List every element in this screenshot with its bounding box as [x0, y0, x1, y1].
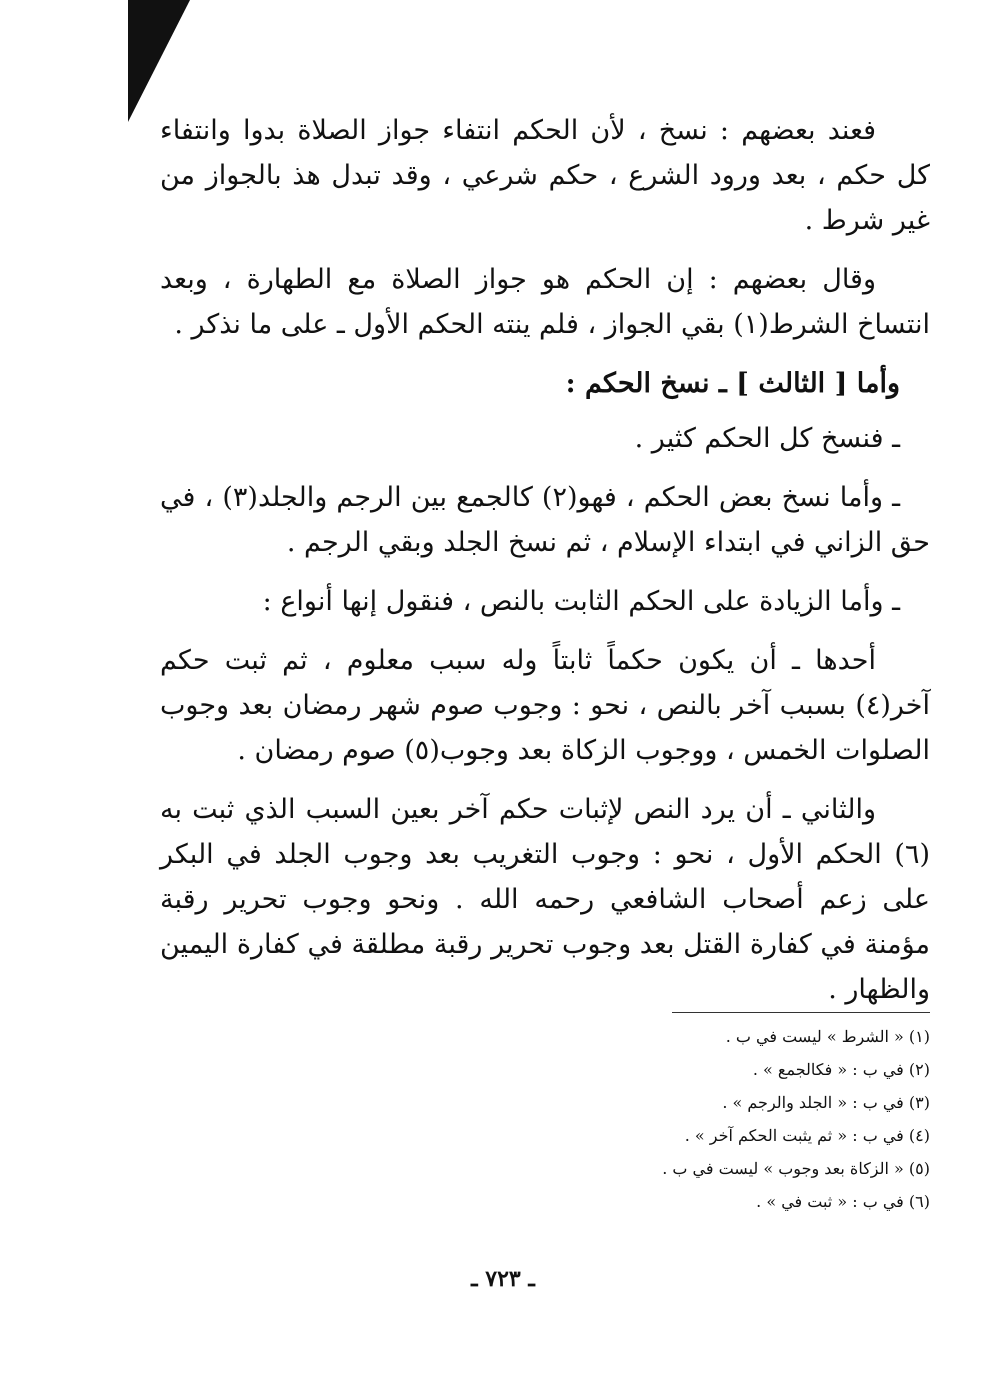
- footnote-divider: [672, 1012, 930, 1013]
- paragraph-1: فعند بعضهم : نسخ ، لأن الحكم انتفاء جواز الصلاة بدوا وانتفاء كل حكم ، بعد ورود الشرع ، حكم شرعي ، وقد تبدل هذ بالجواز من غير شرط .: [160, 115, 930, 236]
- paragraph-4: والثاني ـ أن يرد النص لإثبات حكم آخر بعين السبب الذي ثبت به (٦) الحكم الأول ، نحو : وجوب التغريب بعد وجوب الجلد في البكر على زعم أصحاب الشافعي رحمه الله . ونحو وجوب تحرير رقبة مؤمنة في كفارة القتل بعد وجوب تحرير رقبة مطلقة في كفارة اليمين والظهار .: [160, 794, 930, 1005]
- paragraph-2: وقال بعضهم : إن الحكم هو جواز الصلاة مع الطهارة ، وبعد انتساخ الشرط(١) بقي الجواز ، فلم ينته الحكم الأول ـ على ما نذكر .: [160, 264, 930, 340]
- footnote-2: (٢) في ب : « فكالجمع » .: [752, 1060, 930, 1079]
- list-item-2: ـ وأما نسخ بعض الحكم ، فهو(٢) كالجمع بين الرجم والجلد(٣) ، في حق الزاني في ابتداء الإسلام ، ثم نسخ الجلد وبقي الرجم .: [160, 482, 930, 558]
- page-number: ـ ٧٢٣ ـ: [471, 1266, 535, 1292]
- footnote-6: (٦) في ب : « ثبت في » .: [756, 1192, 930, 1211]
- footnote-3: (٣) في ب : « الجلد والرجم » .: [722, 1093, 930, 1112]
- footnote-5: (٥) « الزكاة بعد وجوب » ليست في ب .: [662, 1159, 930, 1178]
- paragraph-3: أحدها ـ أن يكون حكماً ثابتاً وله سبب معلوم ، ثم ثبت حكم آخر(٤) بسبب آخر بالنص ، نحو : وجوب صوم شهر رمضان بعد وجوب الصلوات الخمس ، ووجوب الزكاة بعد وجوب(٥) صوم رمضان .: [160, 645, 930, 766]
- footnotes: [500, 1020, 930, 1218]
- footnote-1: (١) « الشرط » ليست في ب .: [725, 1027, 930, 1046]
- section-heading: وأما [ الثالث ] ـ نسخ الحكم :: [565, 368, 900, 399]
- list-item-3: ـ وأما الزيادة على الحكم الثابت بالنص ، فنقول إنها أنواع :: [262, 586, 900, 617]
- list-item-1: ـ فنسخ كل الحكم كثير .: [634, 423, 900, 454]
- black-corner-mark: [128, 0, 190, 122]
- footnote-4: (٤) في ب : « ثم يثبت الحكم آخر » .: [684, 1126, 930, 1145]
- page-body: [160, 108, 930, 1026]
